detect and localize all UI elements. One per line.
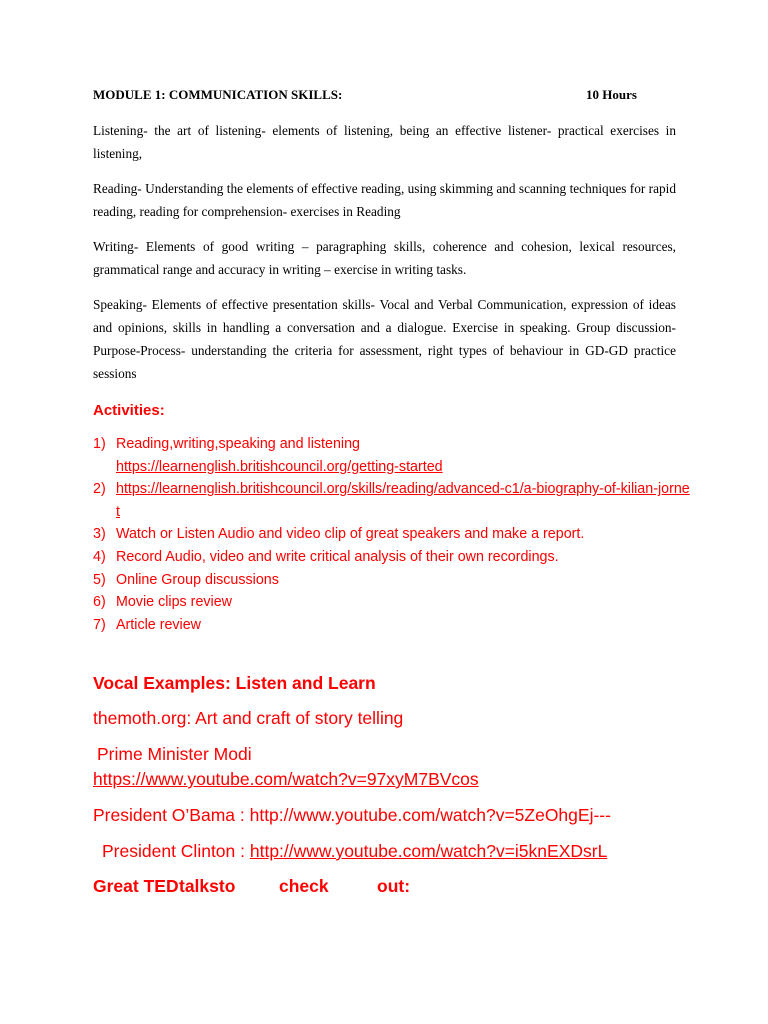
paragraph-writing: Writing- Elements of good writing – paragraphing skills, coherence and cohesion, lexical resources, grammatical range and accuracy in writing – exercise in writing tasks. <box>93 239 676 277</box>
list-item <box>93 523 693 546</box>
obama-example: President O’Bama : http://www.youtube.com/watch?v=5ZeOhgEj--- <box>93 805 611 825</box>
list-number: 2) <box>93 481 106 498</box>
ted-word: talksto <box>179 876 236 896</box>
activities-heading: Activities: <box>93 402 165 419</box>
list-number: 3) <box>93 526 106 543</box>
list-number: 5) <box>93 571 106 588</box>
activity-link[interactable]: https://learnenglish.britishcouncil.org/skills/reading/advanced-c1/a-biography-of-kilian-jornet <box>116 481 690 520</box>
clinton-link[interactable]: http://www.youtube.com/watch?v=i5knEXDsrL <box>249 841 608 861</box>
activity-text: Watch or Listen Audio and video clip of great speakers and make a report. <box>116 526 585 543</box>
list-number: 7) <box>93 616 106 633</box>
ted-talks-heading <box>93 876 410 897</box>
activity-text: Online Group discussions <box>116 571 279 588</box>
activity-text: Movie clips review <box>116 594 232 611</box>
list-number: 6) <box>93 594 106 611</box>
paragraph-listening: Listening- the art of listening- elements of listening, being an effective listener- practical exercises in listening, <box>93 123 676 161</box>
activity-text: Record Audio, video and write critical analysis of their own recordings. <box>116 548 559 565</box>
activity-link[interactable]: https://learnenglish.britishcouncil.org/getting-started <box>116 458 443 475</box>
modi-link[interactable]: https://www.youtube.com/watch?v=97xyM7BVcos <box>93 769 479 789</box>
ted-word: Great TED <box>93 876 179 896</box>
list-item <box>93 478 693 523</box>
list-number: 1) <box>93 436 106 452</box>
list-item <box>93 569 693 592</box>
ted-word: check <box>279 876 329 896</box>
activity-text: Article review <box>116 616 202 633</box>
moth-example: themoth.org: Art and craft of story telling <box>93 708 404 728</box>
list-number: 4) <box>93 548 106 565</box>
list-item <box>93 433 693 478</box>
clinton-example <box>102 841 607 862</box>
modi-label: Prime Minister Modi <box>97 744 252 764</box>
clinton-label: President Clinton : <box>102 841 250 861</box>
module-title: MODULE 1: COMMUNICATION SKILLS: <box>93 87 343 102</box>
paragraph-reading: Reading- Understanding the elements of effective reading, using skimming and scanning techniques for rapid reading, reading for comprehension- exercises in Reading <box>93 181 676 219</box>
ted-word: out: <box>377 876 411 896</box>
list-item <box>93 546 693 569</box>
module-heading <box>93 87 676 103</box>
vocal-examples-heading: Vocal Examples: Listen and Learn <box>93 673 376 693</box>
activities-list <box>93 433 693 636</box>
list-item <box>93 614 693 637</box>
module-hours: 10 Hours <box>586 87 637 102</box>
list-item <box>93 591 693 614</box>
activity-text: Reading,writing,speaking and listening <box>116 436 360 452</box>
paragraph-speaking: Speaking- Elements of effective presentation skills- Vocal and Verbal Communication, expression of ideas and opinions, skills in handling a conversation and a dialogue. Exercise in speaking. Group discussion- Purpose-Process- understanding the criteria for assessment, right types of behaviour in GD-GD practice sessions <box>93 297 676 381</box>
